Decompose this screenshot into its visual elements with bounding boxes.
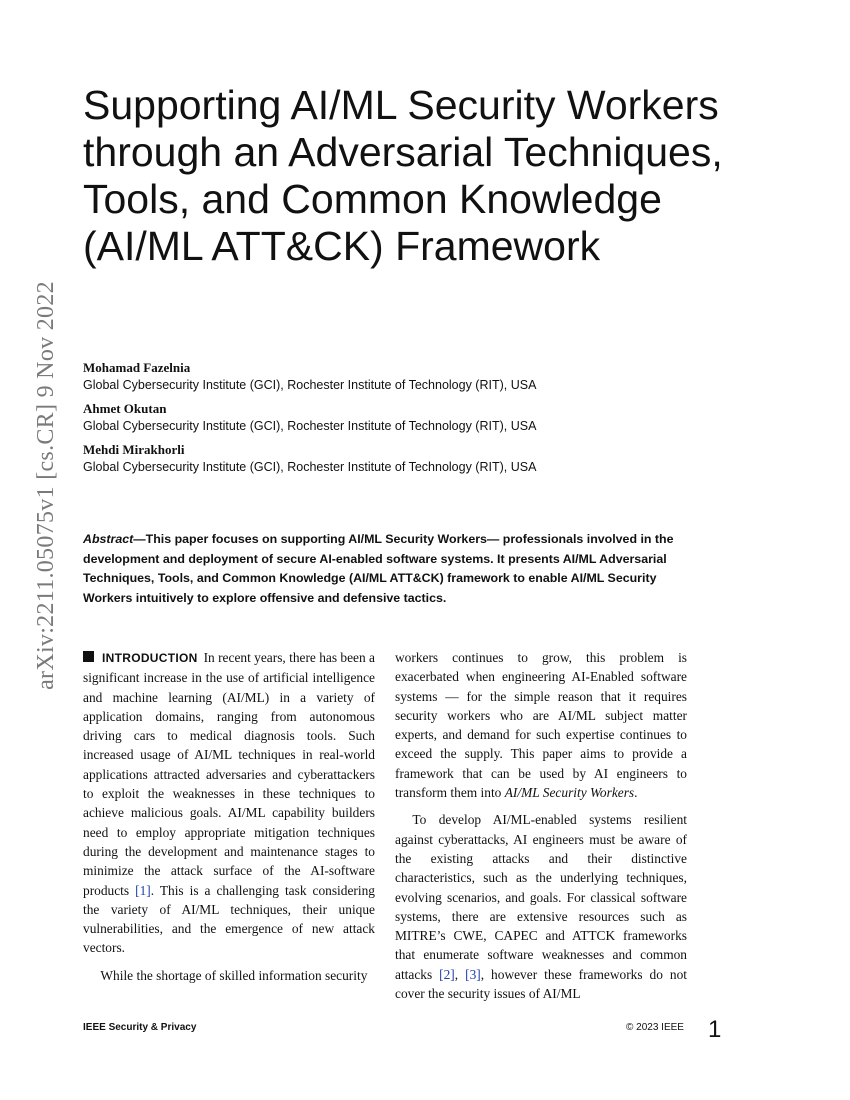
paragraph-text: workers continues to grow, this problem is exacerbated when engineering AI-Enabled software systems — for the simple reason that it requires security workers who are AI/ML subject matter experts, and demand for such expertise continues to exceed the supply. This paper aims to provide a framework that can be used by AI engineers to transform them into (395, 650, 687, 801)
paragraph-text: To develop AI/ML-enabled systems resilient against cyberattacks, AI engineers must be aware of the existing attacks and their distinctive characteristics, such as the underlying techniques, evolving scenarios, and goals. For classical software systems, there are extensive resources such as MITRE’s CWE, CAPEC and ATTCK frameworks that enumerate software weaknesses and common attacks (395, 812, 687, 982)
intro-paragraph-2 (83, 966, 375, 985)
author-block (83, 401, 783, 435)
author-name: Mehdi Mirakhorli (83, 442, 185, 457)
author-name: Mohamad Fazelnia (83, 360, 191, 375)
author-affiliation: Global Cybersecurity Institute (GCI), Rochester Institute of Technology (RIT), USA (83, 460, 537, 474)
emphasis-text: AI/ML Security Workers (504, 785, 635, 801)
abstract (83, 530, 693, 608)
author-affiliation: Global Cybersecurity Institute (GCI), Rochester Institute of Technology (RIT), USA (83, 419, 537, 433)
abstract-label: Abstract (83, 532, 134, 546)
section-heading: INTRODUCTION (102, 651, 198, 665)
paragraph-text: , however these frameworks do not cover the security issues of AI/ML (395, 966, 688, 1002)
body-column-left (83, 648, 375, 985)
paragraph-text: , (454, 966, 466, 982)
footer-copyright: © 2023 IEEE (626, 1022, 684, 1033)
author-block (83, 360, 783, 394)
abstract-text: —This paper focuses on supporting AI/ML Security Workers— professionals involved in the development and deployment of secure AI-enabled software systems. It presents AI/ML Adversarial Techniques, Tools, and Common Knowledge (AI/ML ATT&CK) framework to enable AI/ML Security Workers intuitively to explore offensive and defensive tactics. (83, 532, 674, 605)
footer-journal: IEEE Security & Privacy (83, 1022, 197, 1033)
arxiv-identifier-stamp (28, 280, 64, 690)
paper-title: Supporting AI/ML Security Workers through an Adversarial Techniques, Tools, and Common Knowledge (AI/ML ATT&CK) Framework (83, 82, 723, 269)
body-column-right (395, 648, 687, 1003)
paragraph-text: . This is a challenging task considering the variety of AI/ML techniques, their unique vulnerabilities, and the emergence of new attack vectors. (83, 882, 375, 956)
citation-link[interactable]: [3] (465, 966, 481, 982)
intro-paragraph-1 (83, 648, 375, 958)
author-list (83, 360, 783, 483)
author-affiliation: Global Cybersecurity Institute (GCI), Rochester Institute of Technology (RIT), USA (83, 378, 537, 392)
arxiv-identifier-text: arXiv:2211.05075v1 [cs.CR] 9 Nov 2022 (32, 280, 59, 690)
page-number: 1 (708, 1016, 722, 1043)
paragraph-text: While the shortage of skilled information security (100, 967, 368, 983)
section-marker-icon (83, 651, 94, 662)
intro-paragraph-2-continued (395, 648, 687, 802)
paragraph-text: . (634, 785, 638, 801)
citation-link[interactable]: [2] (439, 966, 455, 982)
intro-paragraph-3 (395, 810, 687, 1003)
paragraph-text: In recent years, there has been a significant increase in the use of artificial intelligence and machine learning (AI/ML) in a variety of application domains, ranging from autonomous driving cars to medical diagnosis tools. Such increased usage of AI/ML techniques in real-world applications attracted adversaries and cyberattackers to exploit the weaknesses in these techniques to achieve malicious goals. AI/ML capability builders need to employ appropriate mitigation techniques during the development and maintenance stages to minimize the attack surface of the AI-software products (83, 650, 375, 898)
citation-link[interactable]: [1] (135, 882, 151, 898)
author-name: Ahmet Okutan (83, 401, 167, 416)
author-block (83, 442, 783, 476)
